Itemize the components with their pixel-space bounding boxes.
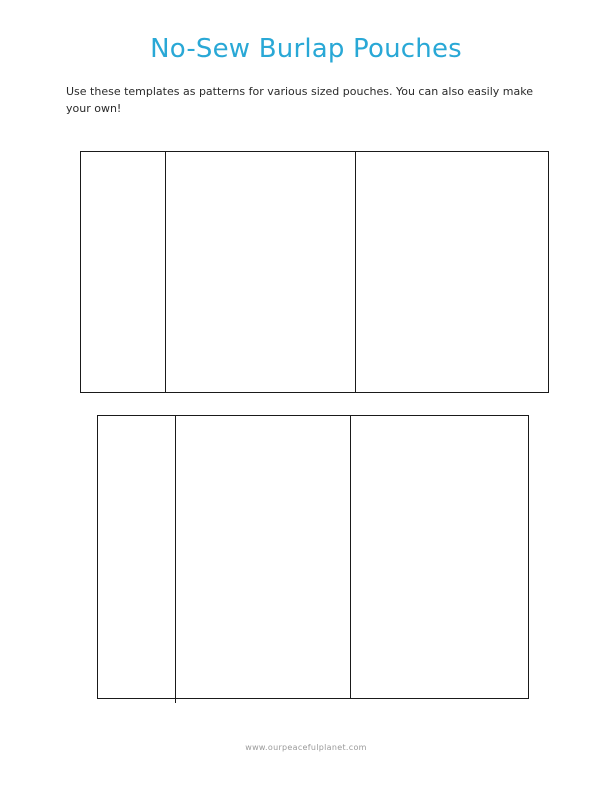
template-fold-line-left [165,151,166,393]
pouch-template-large [80,151,549,393]
template-fold-line-right [355,151,356,393]
template-fold-line-left [175,415,176,703]
pouch-template-small [97,415,529,699]
footer-url: www.ourpeacefulplanet.com [245,743,367,752]
template-fold-line-right [350,415,351,699]
intro-text: Use these templates as patterns for various sized pouches. You can also easily make your own! [66,85,534,115]
page-title: No-Sew Burlap Pouches [150,34,462,64]
